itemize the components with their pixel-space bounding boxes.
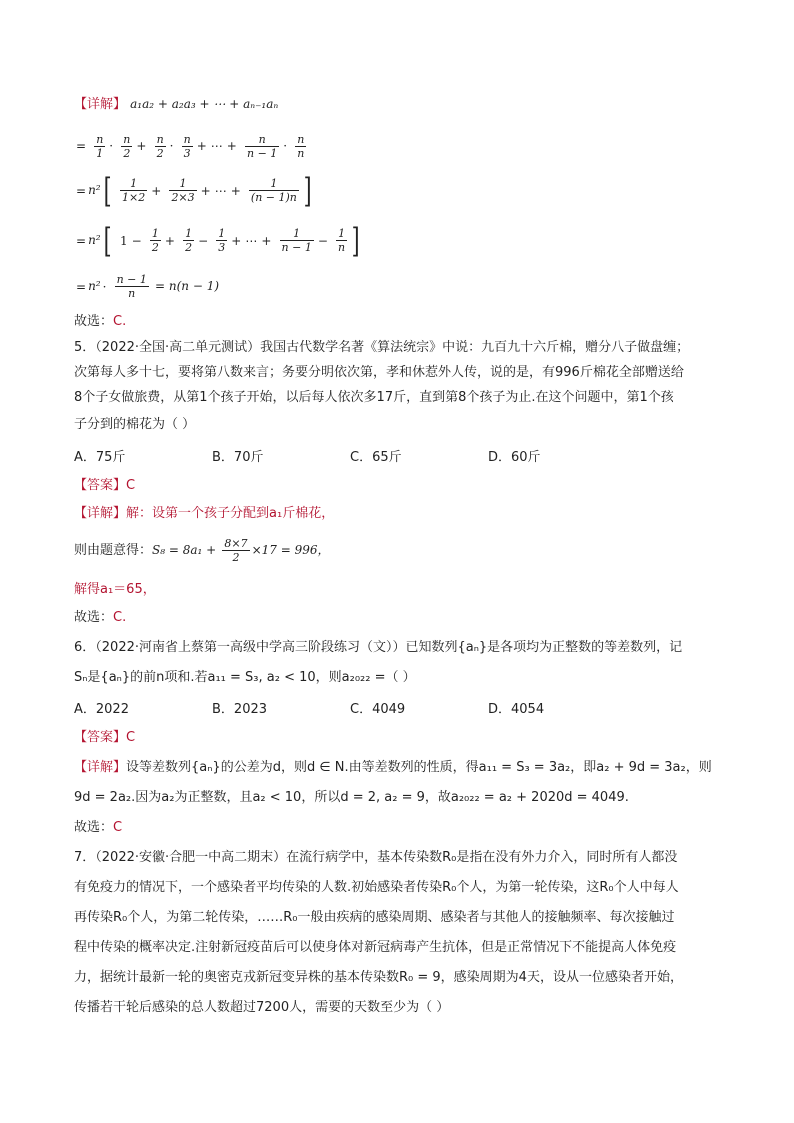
- q4-detail-line5: = n² · $\frac{n - 1}{n}$ = n(n − 1): [76, 273, 220, 300]
- q6-stem-line1: 6．（2022·河南省上蔡第一高级中学高三阶段练习（文））已知数列{aₙ}是各项均为正整数的等差数列，记: [74, 640, 683, 655]
- q5-stem-line4: 子分到的棉花为（ ）: [74, 417, 196, 432]
- q7-line1: 7．（2022·安徽·合肥一中高二期末）在流行病学中，基本传染数R₀是指在没有外力介入，同时所有人都没: [74, 850, 678, 865]
- q7-line3: 再传染R₀个人，为第二轮传染，……R₀一般由疾病的感染周期、感染者与其他人的接触频率、每次接触过: [74, 910, 675, 925]
- q6-stem-line2: Sₙ是{aₙ}的前n项和.若a₁₁ = S₃, a₂ < 10，则a₂₀₂₂ =（ ）: [74, 670, 416, 685]
- q5-stem-line3: 8个子女做旅费，从第1个孩子开始，以后每人依次多17斤，直到第8个孩子为止.在这个问题中，第1个孩: [74, 390, 674, 405]
- q5-detail-line2: 则由题意得：S₈ = 8a₁ + $\frac{8\times 7}{2}$ ×17 = 996，: [74, 537, 330, 564]
- q5-option-d[interactable]: D．60斤: [488, 450, 541, 465]
- q6-answer: 【答案】C: [74, 730, 136, 745]
- q5-option-b[interactable]: B．70斤: [212, 450, 264, 465]
- q5-stem-line2: 次第每人多十七，要将第八数来言；务要分明依次第，孝和休惹外人传，说的是，有996斤棉花全部赠送给: [74, 365, 684, 380]
- q4-detail-line2: = $\frac{n}{1}$ · $\frac{n}{2}$ + $\frac{n}{2}$ · $\frac{n}{3}$ + ⋯ + $\frac{n}{n - 1}$ · $\frac{n}{n}$: [76, 132, 305, 160]
- q6-option-c[interactable]: C．4049: [350, 702, 406, 717]
- q6-option-d[interactable]: D．4054: [488, 702, 545, 717]
- q5-option-a[interactable]: A．75斤: [74, 450, 126, 465]
- q6-option-a[interactable]: A．2022: [74, 702, 129, 717]
- q5-option-c[interactable]: C．65斤: [350, 450, 402, 465]
- q5-detail-line1: 【详解】解：设第一个孩子分配到a₁斤棉花，: [74, 506, 335, 521]
- q6-option-b[interactable]: B．2023: [212, 702, 268, 717]
- q4-detail-line1: [74, 94, 278, 115]
- q6-choice: 故选：C: [74, 820, 123, 835]
- q5-stem-line1: 5．（2022·全国·高二单元测试）我国古代数学名著《算法统宗》中说：九百九十六斤棉，赠分八子做盘缠；: [74, 340, 690, 355]
- q6-detail-line2: 9d = 2a₂.因为a₂为正整数，且a₂ < 10，所以d = 2, a₂ = 9，故a₂₀₂₂ = a₂ + 2020d = 4049.: [74, 790, 629, 805]
- q7-line4: 程中传染的概率决定.注射新冠疫苗后可以使身体对新冠病毒产生抗体，但是正常情况下不能提高人体免疫: [74, 940, 677, 955]
- q7-line6: 传播若干轮后感染的总人数超过7200人，需要的天数至少为（ ）: [74, 1000, 450, 1015]
- q5-options: [74, 448, 541, 468]
- q7-line5: 力，据统计最新一轮的奥密克戎新冠变异株的基本传染数R₀ = 9，感染周期为4天，设从一位感染者开始，: [74, 970, 683, 985]
- q4-detail-line3: = n²[ $\frac{1}{1\times 2}$ + $\frac{1}{2\times 3}$ + ⋯ + $\frac{1}{(n - 1)n}$ ]: [76, 170, 312, 211]
- q4-detail-line4: = n²[ 1 − $\frac{1}{2}$ + $\frac{1}{2}$ − $\frac{1}{3}$ + ⋯ + $\frac{1}{n - 1}$ − $\frac{1}{n}$ ]: [76, 220, 360, 261]
- q7-line2: 有免疫力的情况下，一个感染者平均传染的人数.初始感染者传染R₀个人，为第一轮传染，这R₀个人中每人: [74, 880, 679, 895]
- q4-choice: 故选：C.: [74, 314, 127, 329]
- detail-label: 【详解】: [74, 97, 127, 112]
- q5-choice: 故选：C.: [74, 610, 127, 625]
- q5-answer: 【答案】C: [74, 478, 136, 493]
- q6-options: [74, 700, 544, 720]
- q5-detail-line3: 解得a₁＝65，: [74, 582, 156, 597]
- q4-sum-expression: a₁a₂ + a₂a₃ + ⋯ + aₙ₋₁aₙ: [130, 97, 279, 111]
- q6-detail-line1: 【详解】设等差数列{aₙ}的公差为d，则d ∈ N.由等差数列的性质，得a₁₁ = S₃ = 3a₂，即a₂ + 9d = 3a₂，则: [74, 760, 712, 775]
